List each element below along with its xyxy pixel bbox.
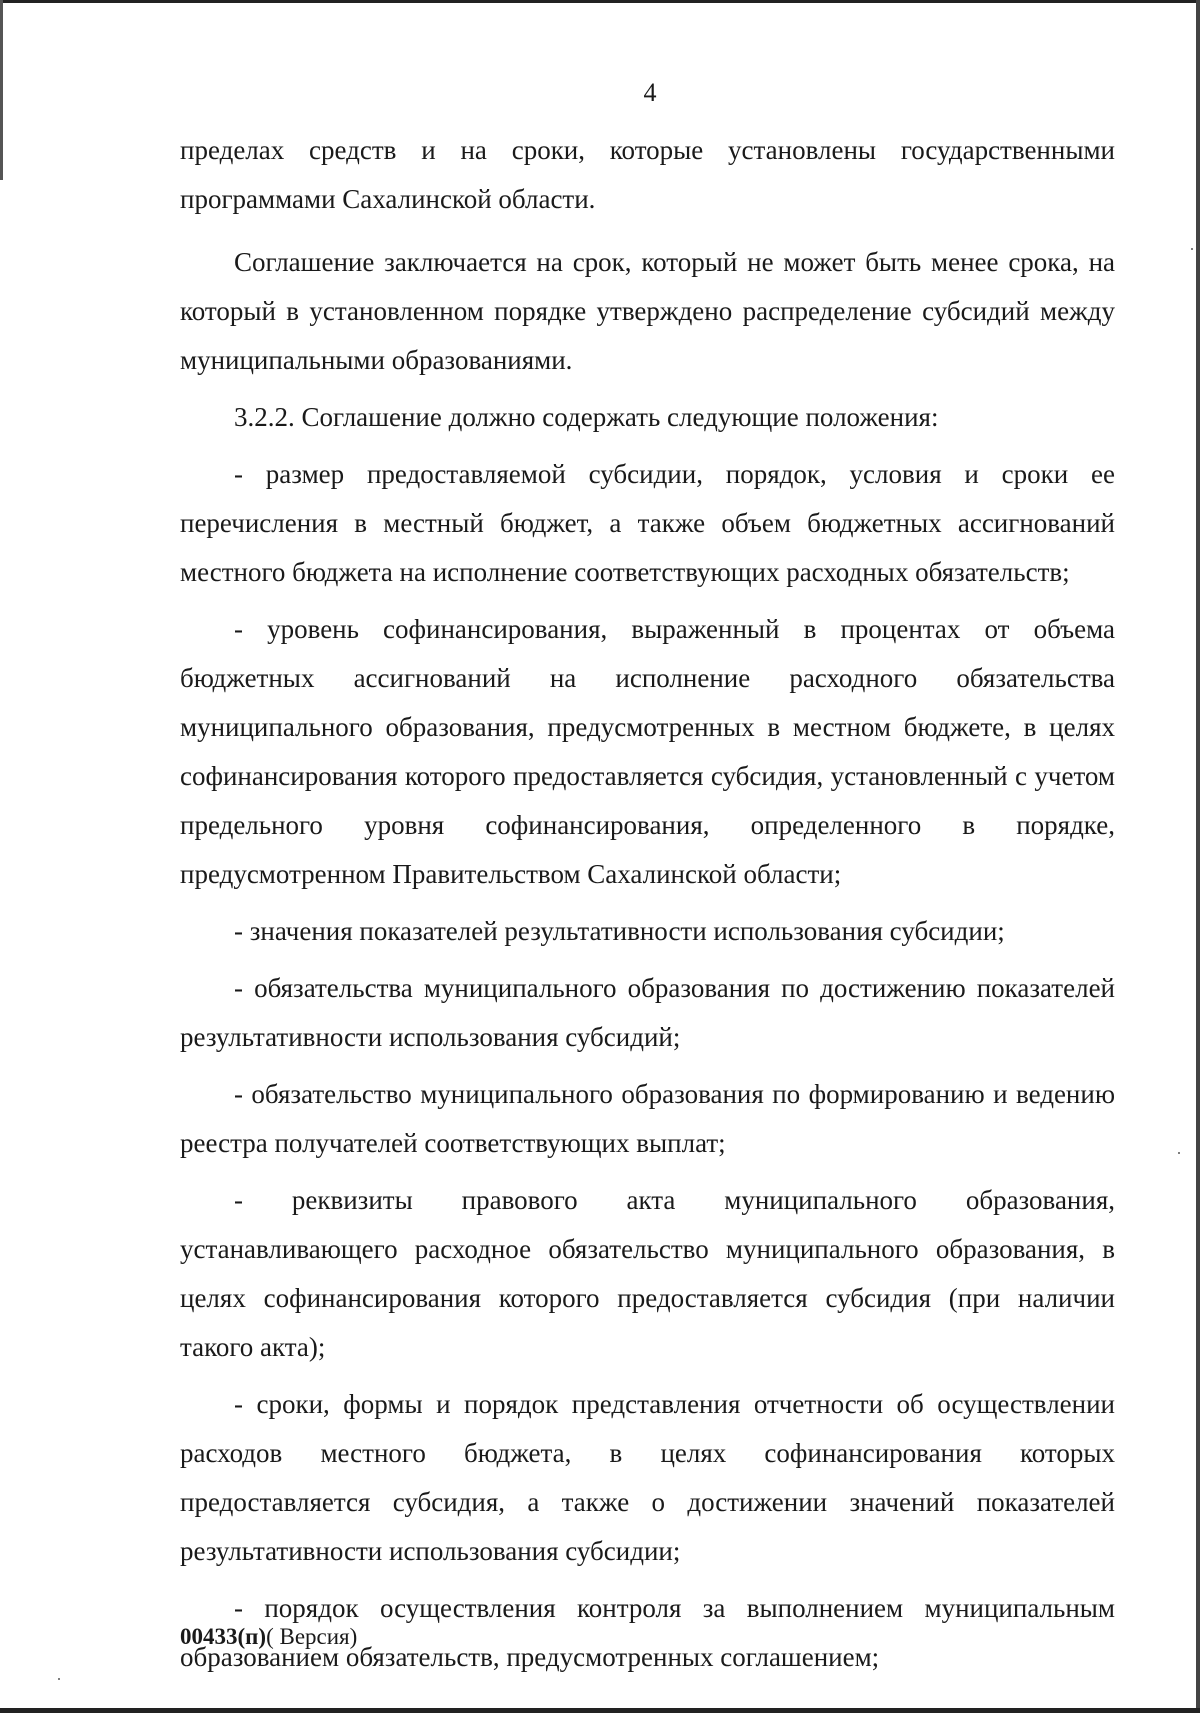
list-item-subsidy-size: - размер предоставляемой субсидии, порядок, условия и сроки ее перечисления в местный бюджет, а также объем бюджетных ассигнований местного бюджета на исполнение соответствующих расходных обязательств;	[180, 459, 1115, 587]
paragraph-agreement-term: Соглашение заключается на срок, который не может быть менее срока, на который в установленном порядке утверждено распределение субсидий между муниципальными образованиями.	[180, 247, 1115, 375]
page-number: 4	[643, 78, 657, 107]
document-body	[180, 126, 1115, 1682]
scan-speck	[58, 1678, 60, 1680]
scan-speck	[1178, 1152, 1180, 1154]
list-item-legal-act-details: - реквизиты правового акта муниципального образования, устанавливающего расходное обязательство муниципального образования, в целях софинансирования которого предоставляется субсидия (при наличии такого акта);	[180, 1185, 1115, 1362]
list-item-reporting: - сроки, формы и порядок представления отчетности об осуществлении расходов местного бюджета, в целях софинансирования которых предоставляется субсидия, а также о достижении значений показателей результативности использования субсидии;	[180, 1389, 1115, 1566]
list-item-obligations-indicators: - обязательства муниципального образования по достижению показателей результативности использования субсидий;	[180, 973, 1115, 1052]
list-item-registry-obligation: - обязательство муниципального образования по формированию и ведению реестра получателей соответствующих выплат;	[180, 1079, 1115, 1158]
document-code: 00433(п)	[180, 1624, 267, 1649]
scan-border-bottom	[0, 1708, 1200, 1713]
list-item-control-procedure: - порядок осуществления контроля за выполнением муниципальным образованием обязательств, предусмотренных соглашением;	[180, 1593, 1115, 1672]
document-footer	[180, 1624, 357, 1650]
scan-border-top	[0, 0, 1200, 3]
scan-border-right	[1196, 0, 1200, 1713]
list-item-cofinancing-level: - уровень софинансирования, выраженный в процентах от объема бюджетных ассигнований на исполнение расходного обязательства муниципального образования, предусмотренных в местном бюджете, в целях софинансирования которого предоставляется субсидия, установленный с учетом предельного уровня софинансирования, определенного в порядке, предусмотренном Правительством Сахалинской области;	[180, 614, 1115, 889]
paragraph-section-3-2-2: 3.2.2. Соглашение должно содержать следующие положения:	[234, 402, 939, 432]
scan-speck	[1191, 248, 1193, 250]
document-version: ( Версия)	[266, 1624, 358, 1649]
list-item-indicator-values: - значения показателей результативности использования субсидии;	[234, 916, 1005, 946]
paragraph-continuation: пределах средств и на сроки, которые установлены государственными программами Сахалинской области.	[180, 135, 1115, 214]
